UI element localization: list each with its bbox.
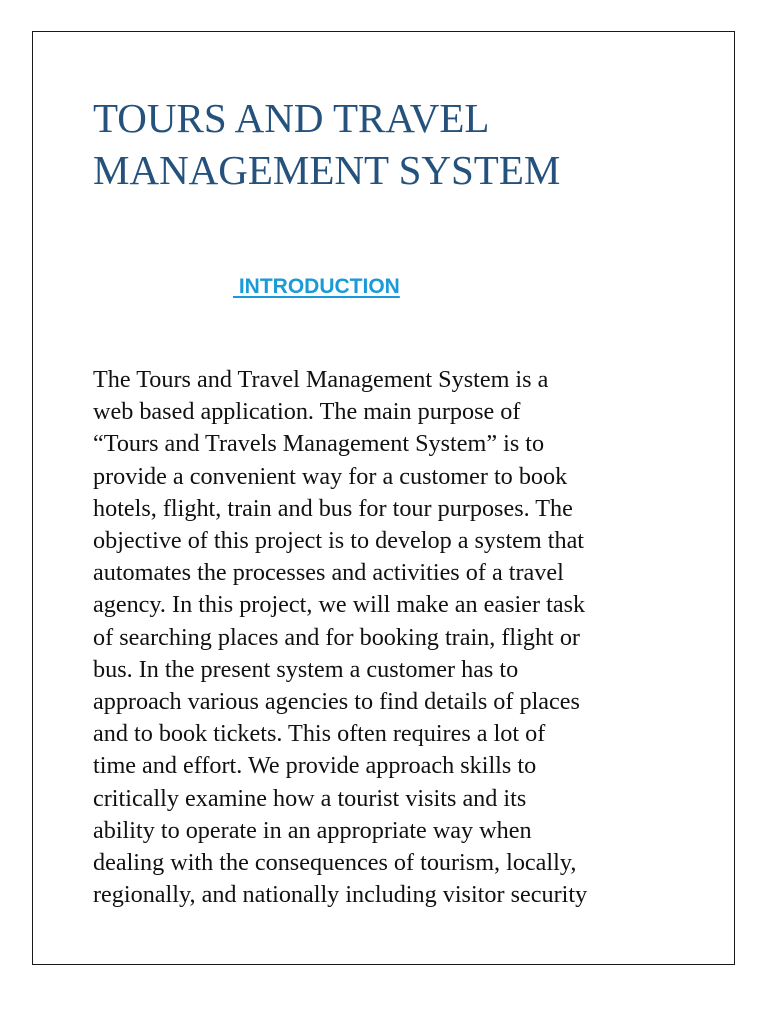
- paragraph-line: hotels, flight, train and bus for tour purposes. The: [93, 494, 573, 522]
- paragraph-line: time and effort. We provide approach skills to: [93, 752, 537, 780]
- paragraph-line: The Tours and Travel Management System is a: [93, 366, 549, 393]
- paragraph-line: “Tours and Travels Management System” is to: [93, 430, 545, 458]
- paragraph-line: web based application. The main purpose of: [93, 398, 521, 426]
- paragraph-line: agency. In this project, we will make an easier task: [93, 591, 586, 619]
- introduction-paragraph: [93, 364, 693, 911]
- paragraph-line: objective of this project is to develop a system that: [93, 527, 585, 555]
- document-title: TOURS AND TRAVEL MANAGEMENT SYSTEM: [93, 95, 561, 193]
- paragraph-line: approach various agencies to find details of places: [93, 688, 580, 716]
- paragraph-line: and to book tickets. This often requires a lot of: [93, 720, 546, 748]
- paragraph-line: dealing with the consequences of tourism, locally,: [93, 849, 577, 877]
- paragraph-line: of searching places and for booking train, flight or: [93, 623, 580, 651]
- paragraph-line: automates the processes and activities of a travel: [93, 559, 564, 587]
- paragraph-line: regionally, and nationally including visitor security: [93, 881, 588, 909]
- section-heading-introduction: INTRODUCTION: [233, 275, 400, 298]
- paragraph-line: provide a convenient way for a customer to book: [93, 462, 568, 490]
- paragraph-line: ability to operate in an appropriate way when: [93, 816, 532, 844]
- paragraph-line: critically examine how a tourist visits and its: [93, 784, 527, 812]
- paragraph-line: bus. In the present system a customer has to: [93, 655, 519, 683]
